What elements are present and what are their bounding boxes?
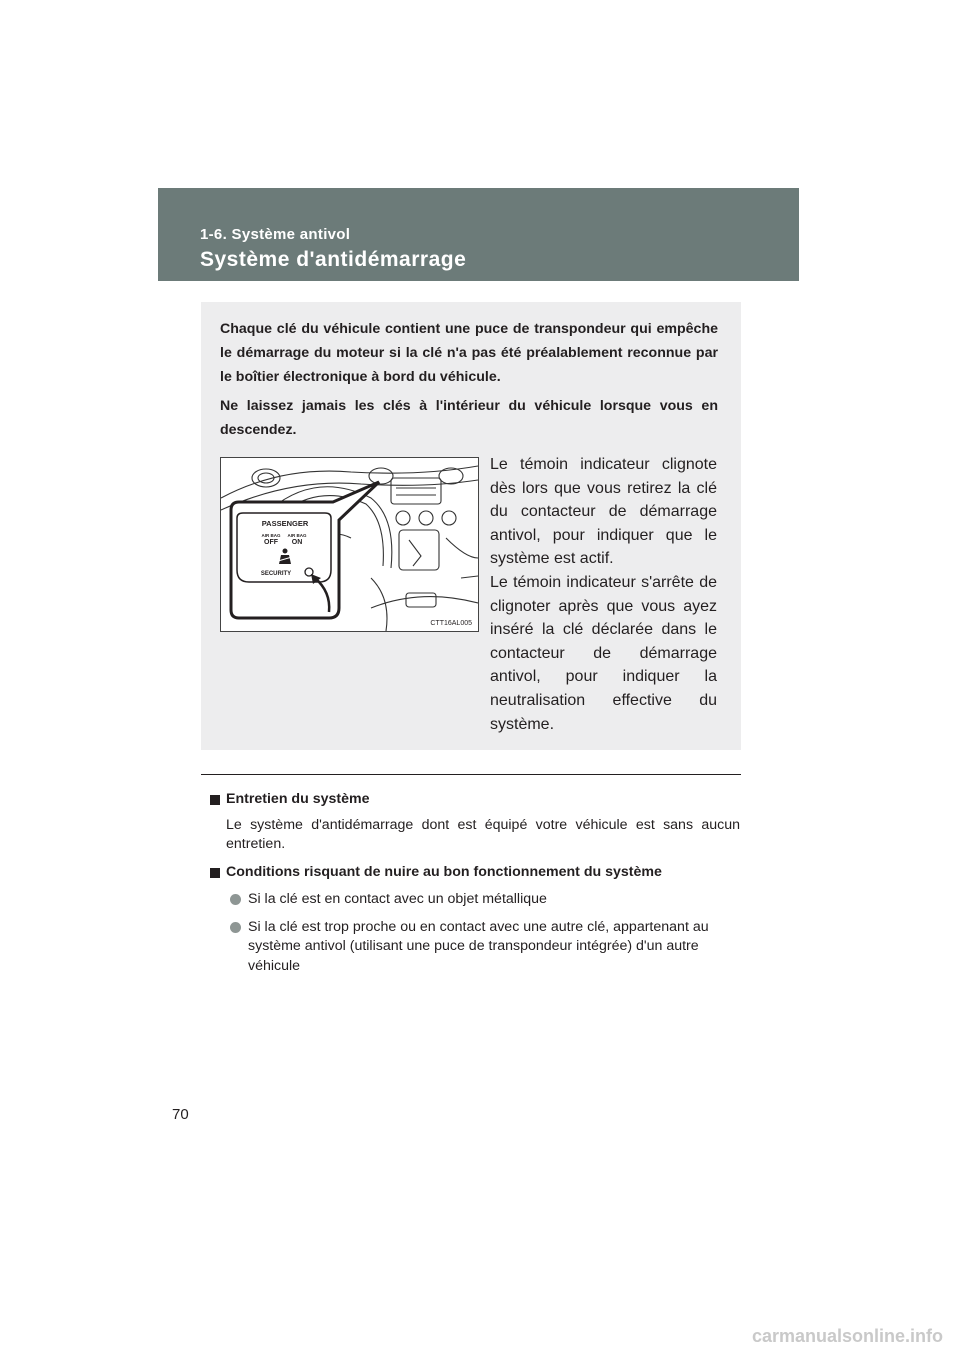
divider bbox=[201, 774, 741, 775]
circle-bullet-icon bbox=[230, 922, 241, 933]
panel-on-label: ON bbox=[291, 539, 303, 546]
section-number: 1-6. Système antivol bbox=[200, 226, 351, 243]
panel-airbag-off-label: AIR BAG bbox=[261, 533, 281, 538]
panel-off-label: OFF bbox=[264, 539, 278, 546]
square-bullet-icon bbox=[210, 868, 220, 878]
square-bullet-icon bbox=[210, 795, 220, 805]
dashboard-illustration bbox=[220, 457, 479, 632]
panel-airbag-on-label: AIR BAG bbox=[287, 533, 307, 538]
conditions-list bbox=[226, 890, 740, 976]
intro-box bbox=[201, 302, 741, 750]
panel-passenger-label: PASSENGER bbox=[261, 519, 309, 528]
info-heading-maintenance-text: Entretien du système bbox=[226, 791, 370, 807]
list-item-text: Si la clé est trop proche ou en contact avec une autre clé, appartenant au système antivol (utilisant une puce de transpondeur intégrée) d'un autre véhicule bbox=[248, 918, 709, 974]
figure-code: CTT16AL005 bbox=[430, 620, 472, 627]
indicator-text-2: Le témoin indicateur s'arrête de clignoter après que vous ayez inséré la clé déclarée dans le contacteur de démarrage antivol, pour indiquer la neutralisation effective du système. bbox=[490, 574, 717, 733]
list-item bbox=[226, 918, 740, 977]
circle-bullet-icon bbox=[230, 894, 241, 905]
page-title: Système d'antidémarrage bbox=[200, 248, 467, 271]
intro-paragraph-1: Chaque clé du véhicule contient une puce de transpondeur qui empêche le démarrage du moteur si la clé n'a pas été préalablement reconnue par le boîtier électronique à bord du véhicule. bbox=[220, 321, 718, 385]
list-item bbox=[226, 890, 740, 910]
info-heading-maintenance bbox=[210, 790, 740, 810]
info-body-maintenance: Le système d'antidémarrage dont est équipé votre véhicule est sans aucun entretien. bbox=[226, 816, 740, 852]
info-section bbox=[210, 790, 740, 976]
list-item-text: Si la clé est en contact avec un objet métallique bbox=[248, 891, 547, 907]
info-heading-conditions-text: Conditions risquant de nuire au bon fonctionnement du système bbox=[226, 863, 662, 880]
section-header bbox=[158, 188, 799, 281]
indicator-text-1: Le témoin indicateur clignote dès lors que vous retirez la clé du contacteur de démarrage antivol, pour indiquer que le système est actif. bbox=[490, 456, 717, 568]
watermark: carmanualsonline.info bbox=[752, 1326, 944, 1346]
intro-paragraph-2: Ne laissez jamais les clés à l'intérieur du véhicule lorsque vous en descendez. bbox=[220, 398, 718, 438]
info-heading-conditions bbox=[210, 863, 740, 883]
panel-security-label: SECURITY bbox=[260, 571, 292, 577]
page-number: 70 bbox=[172, 1106, 189, 1123]
